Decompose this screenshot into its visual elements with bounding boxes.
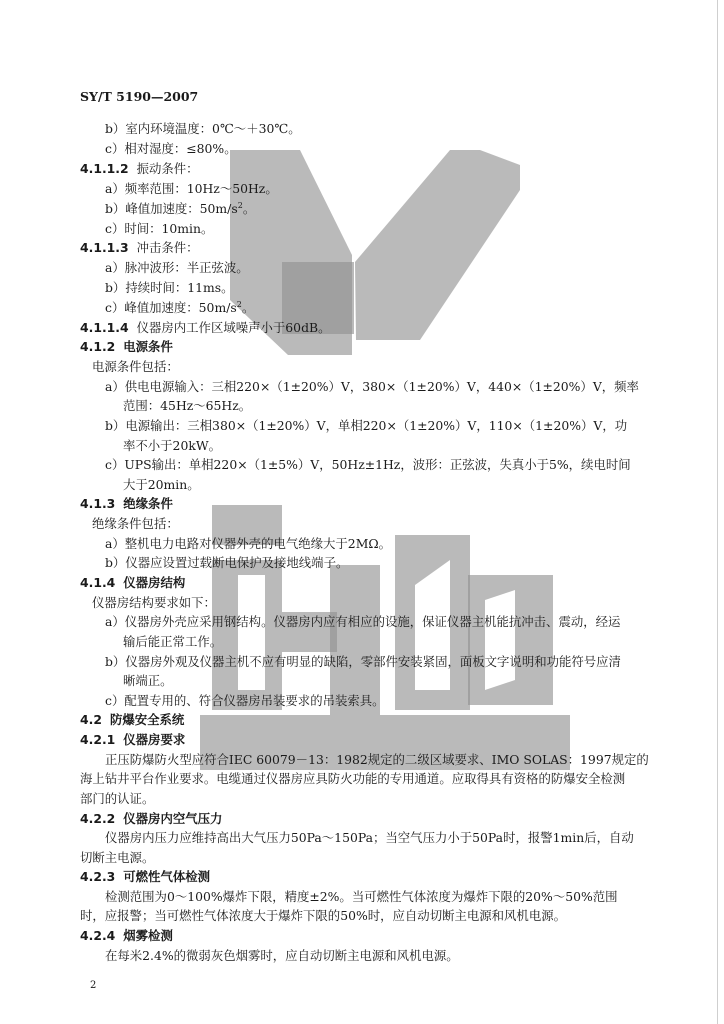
section-number: 4.2.4 [80, 928, 116, 943]
document-code-header: SY/T 5190—2007 [80, 89, 199, 104]
text-line: 大于20min。 [123, 477, 200, 492]
section-title: 仪器房内空气压力 [123, 811, 223, 826]
section-number: 4.2.1 [80, 732, 116, 747]
text-line: b）电源输出：三相380×（1±20%）V，单相220×（1±20%）V，110×（1±20%）V，功 [105, 418, 628, 433]
clause-number: 4.1.1.2 [80, 161, 129, 176]
text-line: b）仪器房外观及仪器主机不应有明显的缺陷，零部件安装紧固，面板文字说明和功能符号应清 [105, 654, 621, 669]
clause-heading [80, 161, 199, 177]
text-line: c）时间：10min。 [105, 221, 214, 236]
section-title: 仪器房要求 [123, 732, 186, 747]
text-line [105, 300, 254, 316]
section-number: 4.2 [80, 712, 102, 727]
text-line: a）整机电力电路对仪器外壳的电气绝缘大于2MΩ。 [105, 536, 392, 551]
section-heading [80, 575, 185, 591]
text-segment: 。 [242, 201, 256, 216]
text-line: 正压防爆防火型应符合IEC 60079－13：1982规定的二级区域要求、IMO SOLAS：1997规定的 [105, 752, 649, 767]
section-number: 4.2.2 [80, 811, 116, 826]
text-line: 检测范围为0～100%爆炸下限，精度±2%。当可燃性气体浓度为爆炸下限的20%～50%范围 [105, 889, 618, 904]
clause-title: 振动条件： [136, 161, 199, 176]
text-line: 仪器房内压力应维持高出大气压力50Pa～150Pa；当空气压力小于50Pa时，报警1min后，自动 [105, 830, 634, 845]
text-line: a）仪器房外壳应采用钢结构。仪器房内应有相应的设施，保证仪器主机能抗冲击、震动，经运 [105, 614, 621, 629]
text-line: a）频率范围：10Hz～50Hz。 [105, 181, 278, 196]
clause-number: 4.1.1.4 [80, 320, 129, 335]
text-line: 晰端正。 [123, 673, 173, 688]
text-line: a）供电电源输入：三相220×（1±20%）V，380×（1±20%）V，440×（1±20%）V，频率 [105, 379, 639, 394]
text-segment: c）峰值加速度：50m/s [105, 300, 237, 315]
text-line: 绝缘条件包括： [92, 516, 179, 531]
text-segment: 。 [241, 300, 255, 315]
section-heading [80, 869, 210, 885]
text-line [105, 201, 255, 217]
section-title: 防爆安全系统 [109, 712, 185, 727]
text-segment: b）峰值加速度：50m/s [105, 201, 238, 216]
text-line: 在每米2.4%的微弱灰色烟雾时，应自动切断主电源和风机电源。 [105, 948, 459, 963]
page-number: 2 [90, 980, 97, 991]
section-heading [80, 339, 173, 355]
section-number: 4.1.2 [80, 339, 116, 354]
section-title: 可燃性气体检测 [123, 869, 211, 884]
text-line: c）相对湿度：≤80%。 [105, 141, 237, 156]
section-number: 4.1.3 [80, 496, 116, 511]
section-heading [80, 712, 184, 728]
text-line: c）配置专用的、符合仪器房吊装要求的吊装索具。 [105, 693, 385, 708]
clause-number: 4.1.1.3 [80, 240, 129, 255]
text-line: 切断主电源。 [80, 850, 155, 865]
section-title: 电源条件 [123, 339, 173, 354]
section-title: 绝缘条件 [123, 496, 173, 511]
text-line: 电源条件包括： [92, 359, 179, 374]
text-line: c）UPS输出：单相220×（1±5%）V，50Hz±1Hz，波形：正弦波，失真小于5%，续电时间 [105, 457, 631, 472]
section-heading [80, 811, 222, 827]
clause-heading [80, 320, 331, 336]
text-line: b）持续时间：11ms。 [105, 280, 234, 295]
section-heading [80, 732, 185, 748]
text-line: b）室内环境温度：0℃～＋30℃。 [105, 121, 301, 136]
section-heading [80, 928, 173, 944]
section-number: 4.1.4 [80, 575, 116, 590]
text-line: 仪器房结构要求如下： [92, 595, 216, 610]
section-number: 4.2.3 [80, 869, 116, 884]
text-line: 海上钻井平台作业要求。电缆通过仪器房应具防火功能的专用通道。应取得具有资格的防爆安全检测 [80, 771, 626, 786]
section-heading [80, 496, 173, 512]
section-title: 仪器房结构 [123, 575, 186, 590]
text-line: b）仪器应设置过载断电保护及接地线端子。 [105, 555, 349, 570]
clause-title: 冲击条件： [136, 240, 199, 255]
text-line: 率不小于20kW。 [123, 438, 221, 453]
superscript: 2 [237, 200, 243, 210]
text-line: 时，应报警；当可燃性气体浓度大于爆炸下限的50%时，应自动切断主电源和风机电源。 [80, 908, 566, 923]
text-line: 部门的认证。 [80, 791, 155, 806]
section-title: 烟雾检测 [123, 928, 173, 943]
clause-heading [80, 240, 199, 256]
text-line: a）脉冲波形：半正弦波。 [105, 260, 249, 275]
clause-title: 仪器房内工作区域噪声小于60dB。 [136, 320, 331, 335]
superscript: 2 [236, 299, 242, 309]
text-line: 范围：45Hz～65Hz。 [123, 398, 252, 413]
text-line: 输后能正常工作。 [123, 634, 223, 649]
